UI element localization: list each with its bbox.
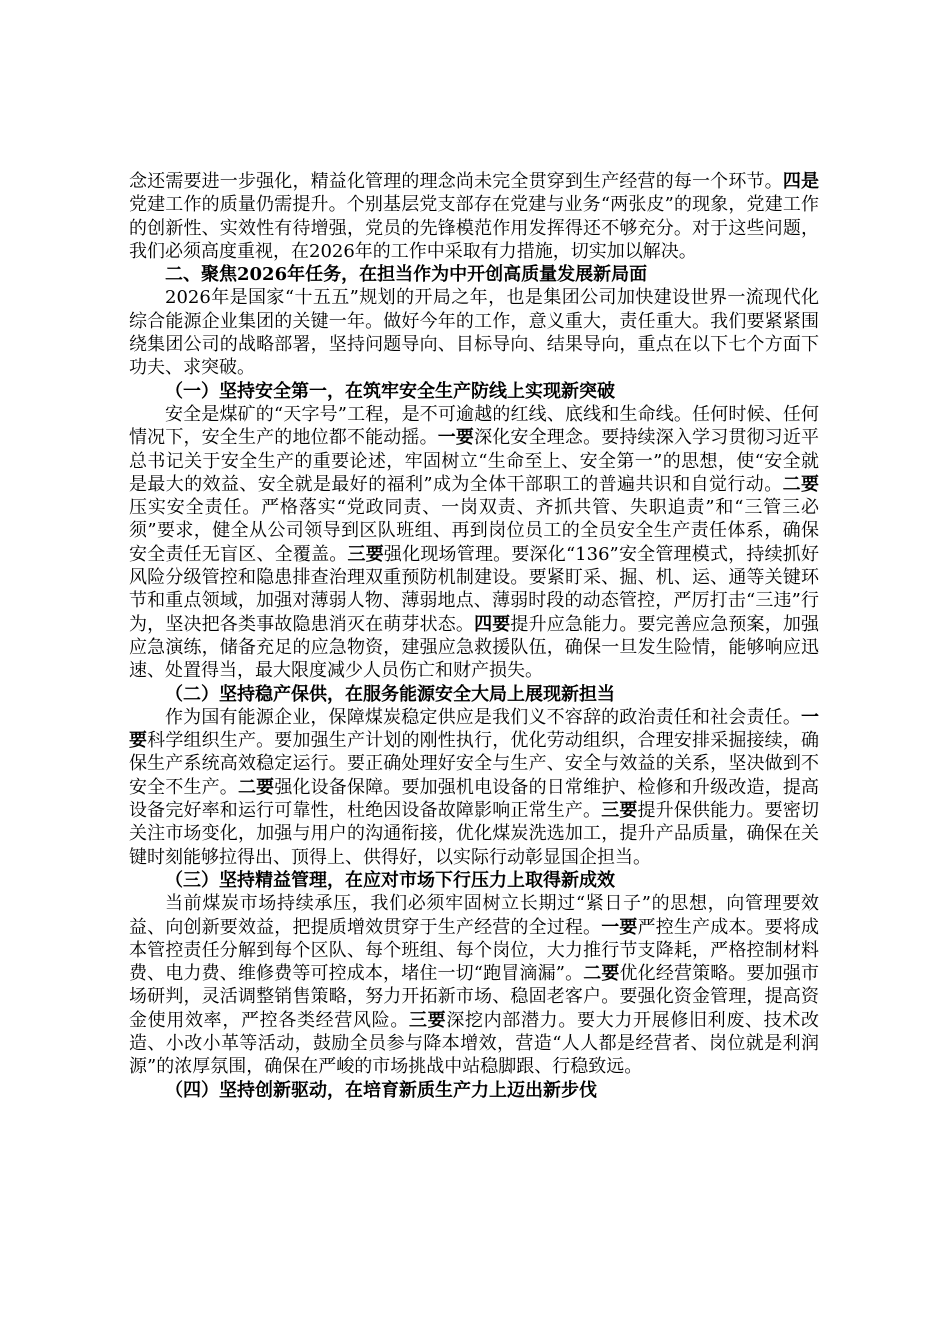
emphasis-text: 二要 (583, 963, 620, 985)
paragraph-text: 强化设备保障。要加强机电设备的日常维护、检修和升级改造，提高设备完好率和运行可靠性，杜绝因设备故障影响正常生产。 (129, 776, 820, 822)
section-heading (129, 1079, 819, 1102)
paragraph-text: 当前煤炭市场持续承压，我们必须牢固树立长期过“紧日子”的思想，向管理要效益、向创新要效益，把提质增效贯穿于生产经营的全过程。 (129, 893, 819, 938)
paragraph-text: （三）坚持精益管理，在应对市场下行压力上取得新成效 (165, 869, 615, 891)
paragraph-text: 深化安全理念。要持续深入学习贯彻习近平总书记关于安全生产的重要论述，牢固树立“生命至上、安全第一”的思想，使“安全就是最大的效益、安全就是最好的福利”成为全体干部职工的普遍共识和自觉行动。 (129, 427, 820, 495)
paragraph-text: （二）坚持稳产保供，在服务能源安全大局上展现新担当 (165, 683, 615, 705)
paragraph-text: 二、聚焦2026年任务，在担当作为中开创高质量发展新局面 (165, 264, 648, 286)
paragraph-text: 深挖内部潜力。要大力开展修旧利废、技术改造、小改小革等活动，鼓励全员参与降本增效，营造“人人都是经营者、岗位就是利润源”的浓厚氛围，确保在严峻的市场挑战中站稳脚跟、行稳致远。 (129, 1009, 820, 1078)
body-paragraph (129, 403, 819, 683)
paragraph-text: 强化现场管理。要深化“136”安全管理模式，持续抓好风险分级管控和隐患排查治理双重预防机制建设。要紧盯采、掘、机、运、通等关键环节和重点领域，加强对薄弱人物、薄弱地点、薄弱时段的动态管控，严厉打击“三违”行为，坚决把各类事故隐患消灭在萌芽状态。 (129, 543, 820, 635)
paragraph-text: 念还需要进一步强化，精益化管理的理念尚未完全贯穿到生产经营的每一个环节。 (129, 171, 783, 192)
body-paragraph (129, 892, 819, 1078)
body-paragraph (129, 170, 819, 263)
emphasis-text: 一要 (601, 916, 638, 938)
emphasis-text: 一要 (129, 706, 819, 752)
paragraph-text: （一）坚持安全第一，在筑牢安全生产防线上实现新突破 (165, 380, 615, 402)
section-heading (129, 263, 819, 286)
emphasis-text: 二要 (237, 776, 275, 798)
emphasis-text: 四要 (474, 613, 511, 635)
paragraph-text: 压实安全责任。严格落实“党政同责、一岗双责、齐抓共管、失职追责”和“三管三必须”要求，健全从公司领导到区队班组、再到岗位员工的全员安全生产责任体系，确保安全责任无盲区、全覆盖。 (129, 497, 819, 565)
paragraph-text: 优化经营策略。要加强市场研判，灵活调整销售策略，努力开拓新市场、稳固老客户。要强化资金管理，提高资金使用效率，严控各类经营风险。 (129, 963, 820, 1031)
emphasis-text: 一要 (437, 427, 475, 449)
emphasis-text: 三要 (409, 1009, 447, 1031)
emphasis-text: 二要 (782, 473, 820, 495)
paragraph-text: 党建工作的质量仍需提升。个别基层党支部存在党建与业务“两张皮”的现象，党建工作的创新性、实效性有待增强，党员的先锋模范作用发挥得还不够充分。对于这些问题，我们必须高度重视，在2026年的工作中采取有力措施，切实加以解决。 (129, 194, 819, 262)
section-heading (129, 380, 819, 403)
emphasis-text: 三要 (347, 543, 384, 565)
paragraph-text: （四）坚持创新驱动，在培育新质生产力上迈出新步伐 (165, 1079, 597, 1101)
section-heading (129, 683, 819, 706)
paragraph-text: 提升应急能力。要完善应急预案，加强应急演练，储备充足的应急物资，建强应急救援队伍，确保一旦发生险情，能够响应迅速、处置得当，最大限度减少人员伤亡和财产损失。 (129, 613, 820, 682)
paragraph-text: 科学组织生产。要加强生产计划的刚性执行，优化劳动组织，合理安排采掘接续，确保生产系统高效稳定运行。要正确处理好安全与生产、安全与效益的关系，坚决做到不安全不生产。 (129, 730, 820, 798)
paragraph-text: 提升保供能力。要密切关注市场变化，加强与用户的沟通衔接，优化煤炭洗选加工，提升产品质量，确保在关键时刻能够拉得出、顶得上、供得好，以实际行动彰显国企担当。 (129, 800, 820, 868)
emphasis-text: 四是 (782, 171, 820, 192)
paragraph-text: 安全是煤矿的“天字号”工程，是不可逾越的红线、底线和生命线。任何时候、任何情况下，安全生产的地位都不能动摇。 (129, 403, 819, 449)
paragraph-text: 作为国有能源企业，保障煤炭稳定供应是我们义不容辞的政治责任和社会责任。 (165, 706, 801, 728)
paragraph-text: 2026年是国家“十五五”规划的开局之年，也是集团公司加快建设世界一流现代化综合能源企业集团的关键一年。做好今年的工作，意义重大，责任重大。我们要紧紧围绕集团公司的战略部署，坚持问题导向、目标导向、结果导向，重点在以下七个方面下功夫、求突破。 (129, 287, 819, 379)
emphasis-text: 三要 (601, 800, 638, 822)
body-paragraph (129, 286, 819, 379)
document-body (129, 170, 819, 1102)
body-paragraph (129, 706, 819, 869)
paragraph-text: 严控生产成本。要将成本管控责任分解到每个区队、每个班组、每个岗位，大力推行节支降耗，严格控制材料费、电力费、维修费等可控成本，堵住一切“跑冒滴漏”。 (129, 916, 820, 985)
section-heading (129, 869, 819, 892)
